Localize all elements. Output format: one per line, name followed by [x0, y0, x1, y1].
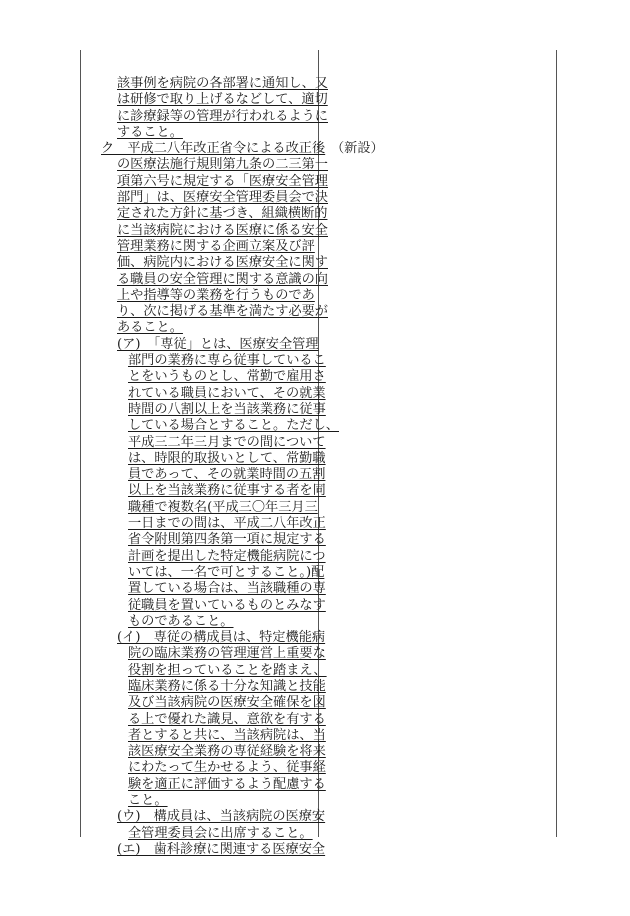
text-line: 員であって、その就業時間の五割	[128, 467, 326, 483]
text-line: り、次に掲げる基準を満たす必要が	[117, 304, 328, 320]
text-line: 全管理委員会に出席すること。	[128, 825, 313, 841]
text-line: は、時限的取扱いとして、常勤職	[128, 450, 326, 466]
text-line: 定された方針に基づき、組織横断的	[117, 206, 328, 222]
text-line: 院の臨床業務の管理運営上重要な	[128, 646, 326, 662]
text-line: 者とすると共に、当該病院は、当	[128, 727, 326, 743]
text-line: 験を適正に評価するよう配慮する	[128, 776, 326, 792]
text-line: る職員の安全管理に関する意識の向	[117, 271, 328, 287]
right-border-line	[556, 50, 557, 837]
text-line: (ア) 「専従」とは、医療安全管理	[117, 336, 319, 352]
text-line: (エ) 歯科診療に関連する医療安全	[117, 841, 326, 857]
text-line: 項第六号に規定する「医療安全管理	[117, 173, 328, 189]
text-line: ものであること。	[128, 613, 234, 629]
text-line: 役割を担っていることを踏まえ、	[128, 662, 327, 678]
text-line: あること。	[117, 320, 183, 336]
text-line: る上で優れた識見、意欲を有する	[128, 711, 326, 727]
text-line: こと。	[128, 793, 168, 809]
original-text-column	[331, 141, 551, 157]
text-line: (ウ) 構成員は、当該病院の医療安	[117, 809, 326, 825]
text-line: 上や指導等の業務を行うものであ	[117, 287, 315, 303]
text-line: 臨床業務に係る十分な知識と技能	[128, 678, 326, 694]
text-line: 以上を当該業務に従事する者を同	[128, 483, 326, 499]
text-line: 置している場合は、当該職種の専	[128, 581, 326, 597]
text-line: に当該病院における医療に係る安全	[117, 222, 328, 238]
text-line: 従職員を置いているものとみなす	[128, 597, 326, 613]
new-provision-label: （新設）	[331, 141, 384, 156]
text-line: に診療録等の管理が行われるように	[117, 108, 328, 124]
text-line: いては、一名で可とすること。)配	[128, 564, 325, 580]
text-line: 部門の業務に専ら従事しているこ	[128, 353, 326, 369]
text-line: 職種で複数名(平成三〇年三月三	[128, 499, 318, 515]
text-line: れている職員において、その就業	[128, 385, 326, 401]
text-line: は研修で取り上げるなどして、適切	[117, 92, 328, 108]
text-line: 一日までの間は、平成二八年改正	[128, 516, 326, 532]
text-line: 該事例を病院の各部署に通知し、又	[117, 76, 328, 91]
revised-text-column	[80, 76, 339, 858]
text-line: 計画を提出した特定機能病院につ	[128, 548, 326, 564]
text-line: の医療法施行規則第九条の二三第一	[117, 157, 328, 173]
text-line: 平成三二年三月までの間について	[128, 434, 326, 450]
text-line: 時間の八割以上を当該業務に従事	[128, 401, 326, 417]
text-line: ク 平成二八年改正省令による改正後	[101, 141, 326, 157]
text-line: 省令附則第四条第一項に規定する	[128, 532, 326, 548]
text-line: 部門」は、医療安全管理委員会で決	[117, 190, 328, 206]
text-line: (イ) 専従の構成員は、特定機能病	[117, 630, 326, 646]
text-line: とをいうものとし、常勤で雇用さ	[128, 369, 326, 385]
text-line: にわたって生かせるよう、従事経	[128, 760, 326, 776]
text-line: 管理業務に関する企画立案及び評	[117, 238, 315, 254]
text-line: すること。	[117, 124, 183, 140]
text-line: 及び当該病院の医療安全確保を図	[128, 695, 326, 711]
text-line: している場合とすること。ただし、	[128, 418, 339, 434]
text-line: 該医療安全業務の専従経験を将来	[128, 744, 326, 760]
text-line: 価、病院内における医療安全に関す	[117, 255, 328, 271]
